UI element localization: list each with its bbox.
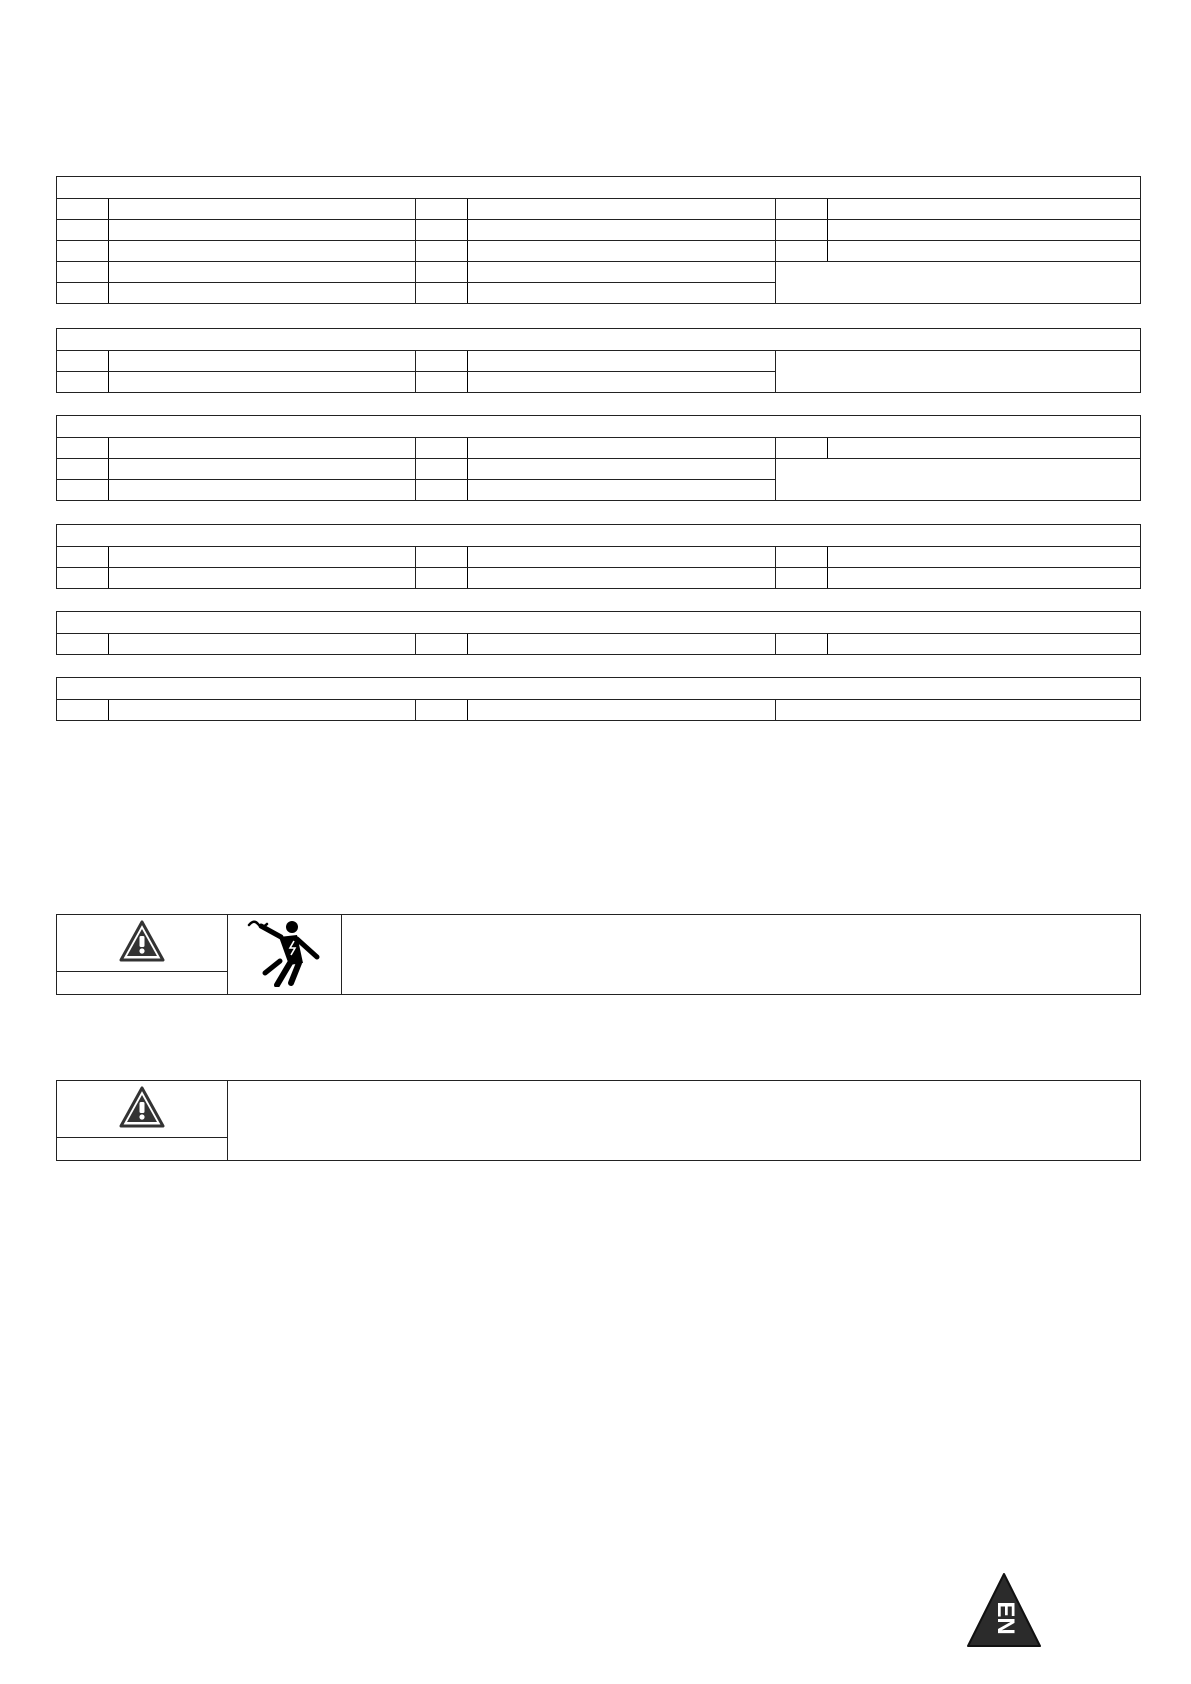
item-label-cell — [468, 547, 776, 568]
section-header — [57, 525, 1141, 547]
warning-icon-cell — [57, 915, 228, 972]
item-number-cell — [416, 700, 468, 721]
item-number-cell — [416, 634, 468, 655]
item-label-cell — [828, 568, 1141, 589]
item-label-cell — [468, 480, 776, 501]
warning-triangle-icon — [119, 1086, 165, 1128]
item-label-cell — [468, 634, 776, 655]
item-number-cell — [416, 438, 468, 459]
item-number-cell — [416, 480, 468, 501]
section-header — [57, 416, 1141, 438]
empty-merged-cell — [776, 459, 1141, 501]
item-number-cell — [57, 568, 109, 589]
item-label-cell — [109, 351, 416, 372]
item-label-cell — [468, 262, 776, 283]
item-number-cell — [416, 241, 468, 262]
warning-caption — [57, 1138, 228, 1161]
item-number-cell — [416, 262, 468, 283]
item-number-cell — [776, 568, 828, 589]
item-label-cell — [109, 220, 416, 241]
item-label-cell — [109, 700, 416, 721]
section-header — [57, 329, 1141, 351]
item-number-cell — [57, 199, 109, 220]
item-number-cell — [57, 241, 109, 262]
item-number-cell — [57, 634, 109, 655]
item-label-cell — [109, 568, 416, 589]
item-label-cell — [109, 634, 416, 655]
item-number-cell — [57, 700, 109, 721]
section-header — [57, 678, 1141, 700]
item-label-cell — [109, 438, 416, 459]
item-number-cell — [416, 568, 468, 589]
item-label-cell — [109, 241, 416, 262]
item-number-cell — [57, 438, 109, 459]
warning-text — [342, 915, 1141, 995]
item-label-cell — [468, 459, 776, 480]
item-number-cell — [776, 220, 828, 241]
parts-table-5 — [56, 611, 1141, 655]
item-number-cell — [57, 480, 109, 501]
item-label-cell — [468, 241, 776, 262]
item-label-cell — [828, 220, 1141, 241]
item-label-cell — [468, 220, 776, 241]
item-label-cell — [109, 262, 416, 283]
parts-table-6 — [56, 677, 1141, 721]
warning-text — [228, 1081, 1141, 1161]
empty-merged-cell — [776, 262, 1141, 304]
item-number-cell — [776, 241, 828, 262]
item-number-cell — [776, 438, 828, 459]
warning-box-general — [56, 1080, 1141, 1161]
item-label-cell — [468, 438, 776, 459]
language-triangle-icon — [966, 1572, 1042, 1648]
item-label-cell — [468, 568, 776, 589]
item-number-cell — [57, 220, 109, 241]
warning-icon-cell — [57, 1081, 228, 1138]
item-label-cell — [828, 199, 1141, 220]
item-label-cell — [468, 199, 776, 220]
warning-box-electric — [56, 914, 1141, 995]
item-label-cell — [468, 351, 776, 372]
language-code: EN — [992, 1601, 1019, 1635]
item-number-cell — [416, 199, 468, 220]
item-label-cell — [109, 459, 416, 480]
item-number-cell — [416, 372, 468, 393]
item-label-cell — [109, 480, 416, 501]
item-label-cell — [109, 283, 416, 304]
item-number-cell — [416, 220, 468, 241]
item-label-cell — [828, 547, 1141, 568]
item-number-cell — [776, 547, 828, 568]
parts-table-3 — [56, 415, 1141, 501]
item-label-cell — [109, 372, 416, 393]
item-label-cell — [828, 634, 1141, 655]
empty-merged-cell — [776, 700, 1141, 721]
item-number-cell — [57, 351, 109, 372]
item-number-cell — [416, 283, 468, 304]
parts-table-2 — [56, 328, 1141, 393]
item-label-cell — [109, 199, 416, 220]
item-number-cell — [57, 459, 109, 480]
item-number-cell — [416, 459, 468, 480]
item-number-cell — [776, 199, 828, 220]
item-label-cell — [468, 283, 776, 304]
item-label-cell — [468, 700, 776, 721]
item-number-cell — [416, 547, 468, 568]
item-number-cell — [776, 634, 828, 655]
shock-icon-cell — [228, 915, 342, 995]
parts-table-4 — [56, 524, 1141, 589]
warning-triangle-icon — [119, 920, 165, 962]
item-label-cell — [468, 372, 776, 393]
section-header — [57, 612, 1141, 634]
empty-merged-cell — [776, 351, 1141, 393]
item-label-cell — [828, 241, 1141, 262]
warning-caption — [57, 972, 228, 995]
item-number-cell — [57, 262, 109, 283]
item-label-cell — [828, 438, 1141, 459]
item-number-cell — [57, 283, 109, 304]
item-number-cell — [57, 372, 109, 393]
item-label-cell — [109, 547, 416, 568]
item-number-cell — [416, 351, 468, 372]
section-header — [57, 177, 1141, 199]
parts-table-1 — [56, 176, 1141, 304]
electric-shock-icon — [245, 917, 325, 987]
item-number-cell — [57, 547, 109, 568]
